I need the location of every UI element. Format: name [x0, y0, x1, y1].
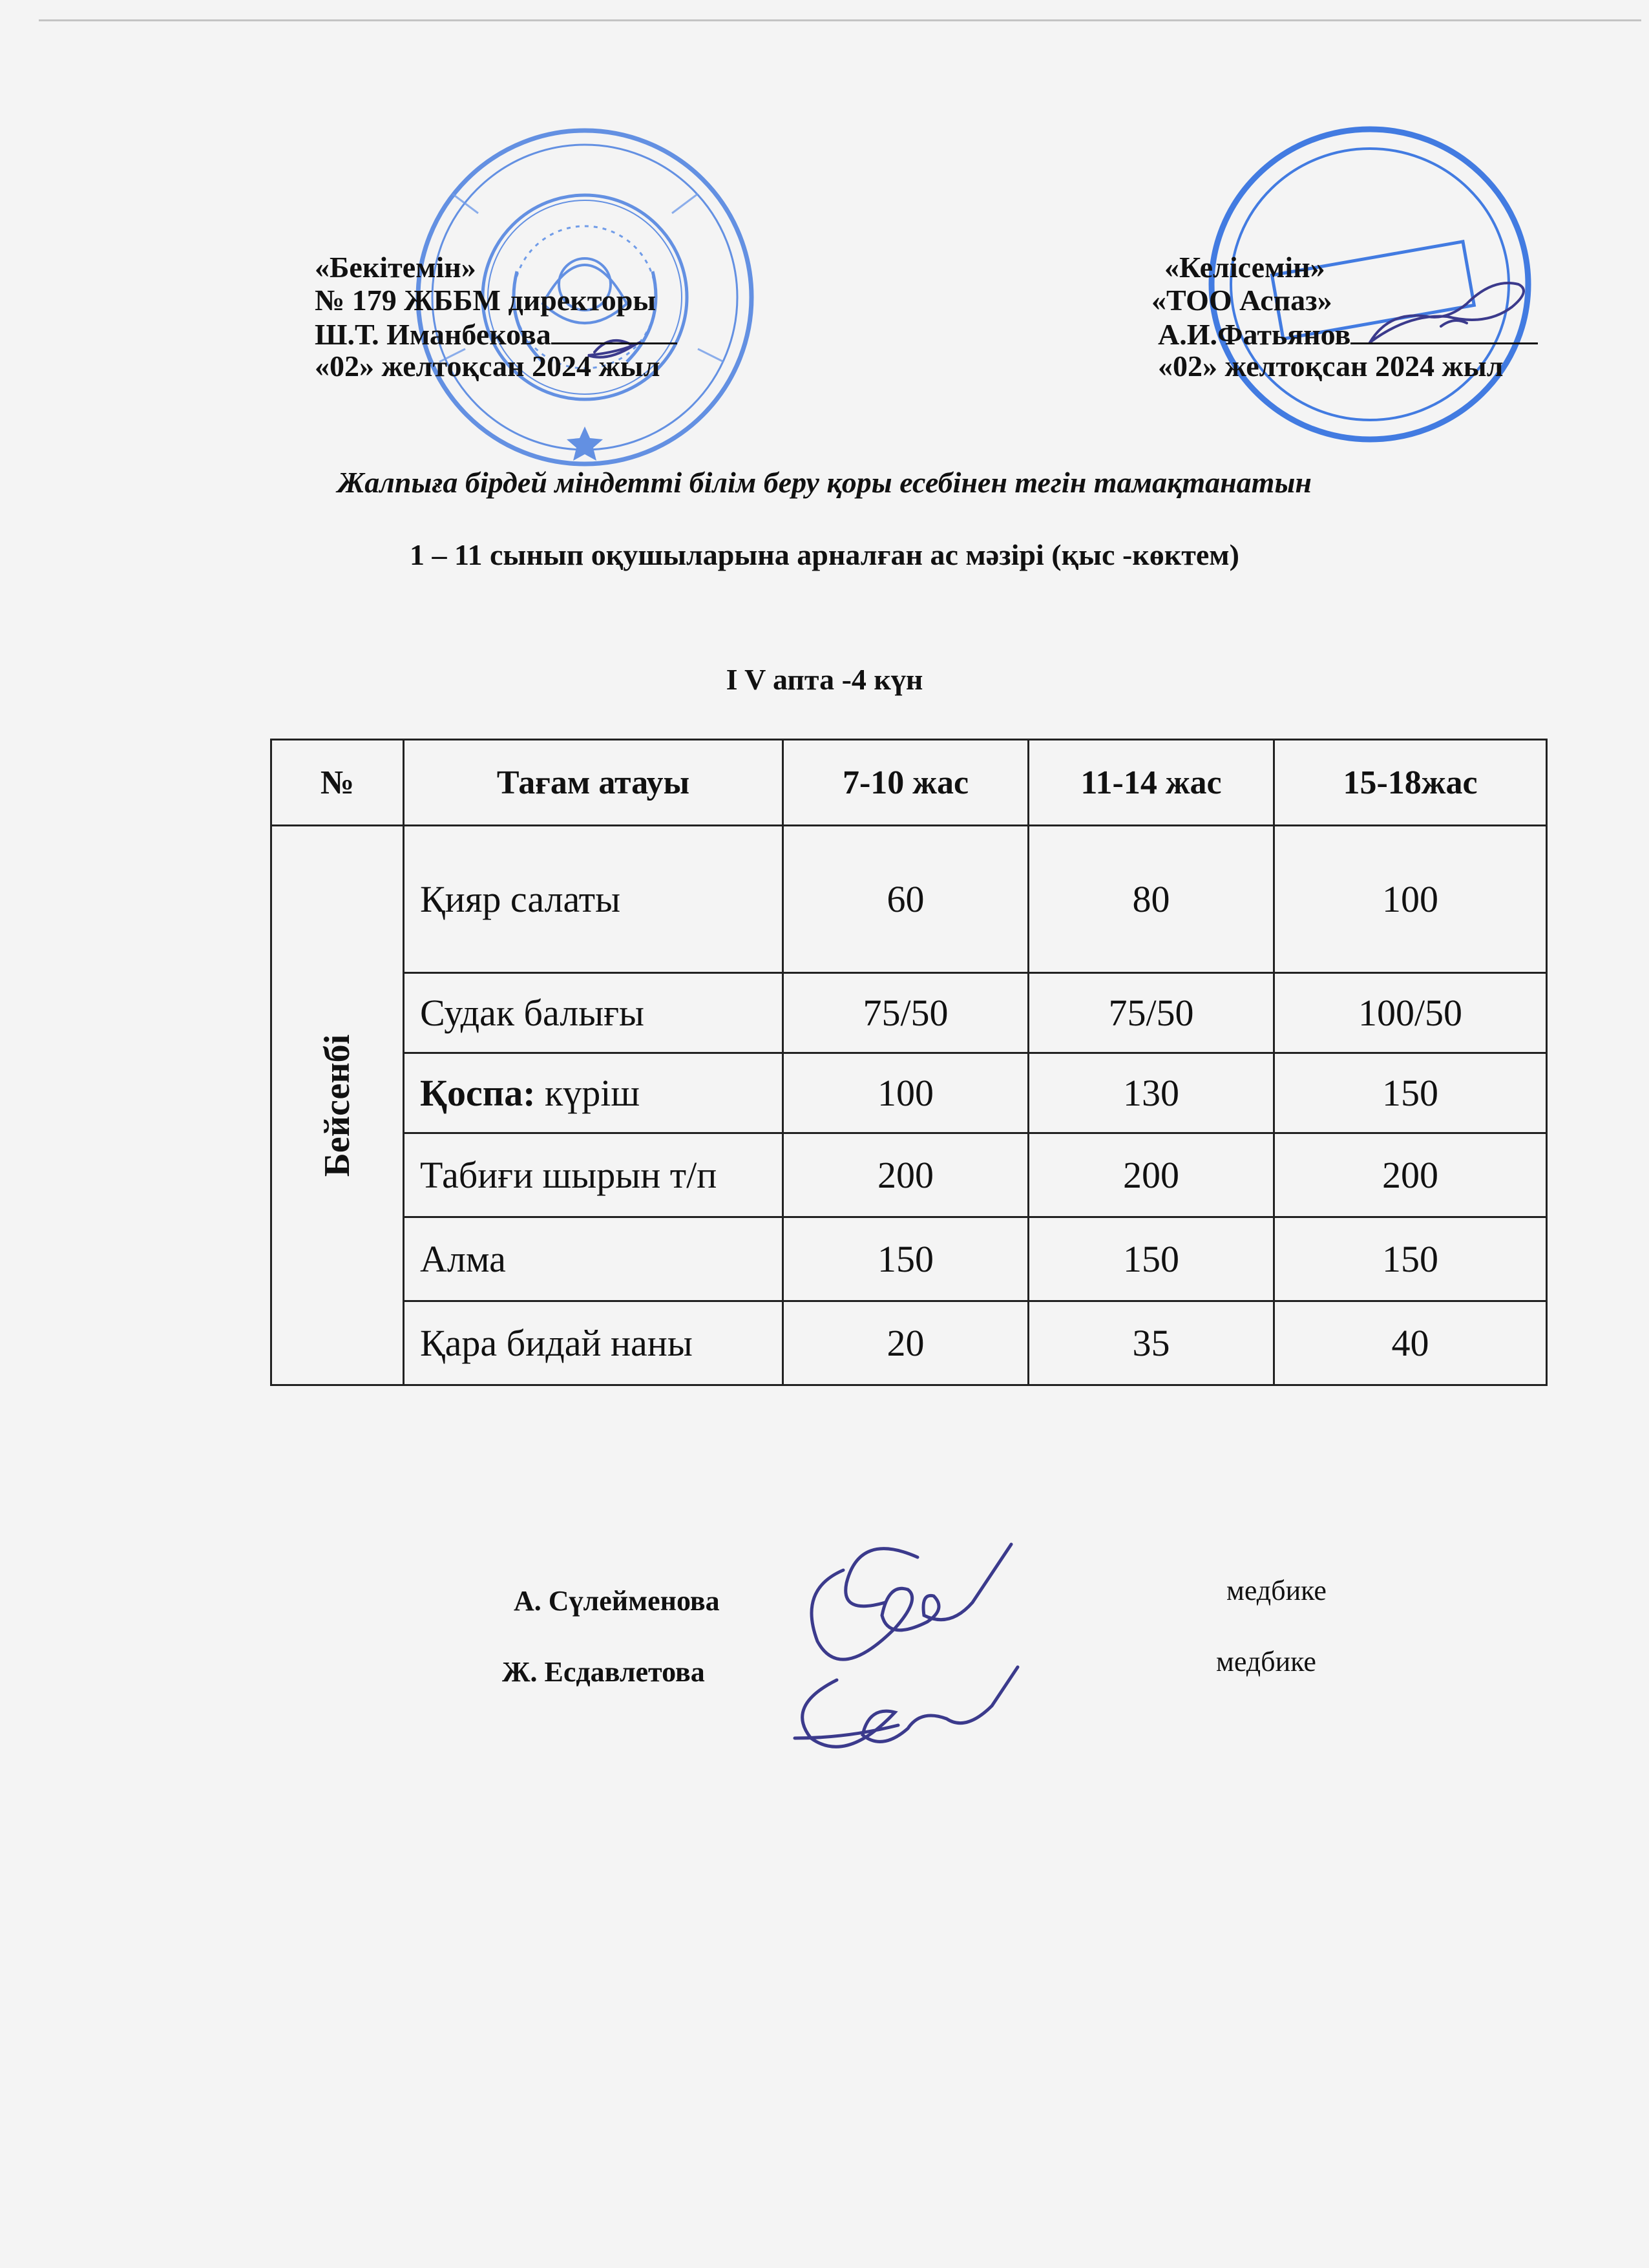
- col-header-age-11-14: 11-14 жас: [1029, 740, 1274, 826]
- portion-7-10: 60: [783, 826, 1029, 973]
- portion-11-14: 80: [1029, 826, 1274, 973]
- dish-name: Судак балығы: [404, 973, 783, 1053]
- table-header-row: [271, 740, 1547, 826]
- portion-7-10: 75/50: [783, 973, 1029, 1053]
- dish-name: Қара бидай наны: [404, 1301, 783, 1385]
- table-row: [271, 1301, 1547, 1385]
- table-row: [271, 1217, 1547, 1301]
- medic-role-1: медбике: [1226, 1575, 1327, 1606]
- table-row: [271, 973, 1547, 1053]
- agreement-label: «Келісемін»: [1164, 251, 1325, 284]
- approval-director-name: Ш.Т. Иманбекова: [315, 318, 551, 351]
- col-header-age-15-18: 15-18жас: [1274, 740, 1547, 826]
- portion-15-18: 100/50: [1274, 973, 1547, 1053]
- table-row: [271, 1133, 1547, 1217]
- week-day-label: I V апта -4 күн: [726, 663, 923, 696]
- portion-15-18: 150: [1274, 1053, 1547, 1133]
- medic-role-2: медбике: [1216, 1646, 1316, 1677]
- menu-table: [270, 739, 1548, 1386]
- portion-11-14: 200: [1029, 1133, 1274, 1217]
- menu-title-line1: Жалпыға бірдей міндетті білім беру қоры есебінен тегін тамақтанатын: [337, 466, 1312, 499]
- agreement-director: [1151, 317, 1538, 350]
- portion-11-14: 35: [1029, 1301, 1274, 1385]
- table-row: [271, 1053, 1547, 1133]
- medic-name-2: Ж. Есдавлетова: [502, 1656, 705, 1688]
- dish-name-text: күріш: [535, 1072, 640, 1114]
- portion-11-14: 150: [1029, 1217, 1274, 1301]
- portion-7-10: 200: [783, 1133, 1029, 1217]
- agreement-company: «ТОО Аспаз»: [1151, 284, 1332, 317]
- col-header-dish: Тағам атауы: [404, 740, 783, 826]
- agreement-date: «02» желтоқсан 2024 жыл: [1158, 350, 1504, 383]
- portion-15-18: 40: [1274, 1301, 1547, 1385]
- portion-11-14: 130: [1029, 1053, 1274, 1133]
- portion-15-18: 200: [1274, 1133, 1547, 1217]
- day-cell: [271, 826, 404, 1385]
- dish-name: Қияр салаты: [404, 826, 783, 973]
- portion-7-10: 150: [783, 1217, 1029, 1301]
- agreement-director-name: А.И.Фатьянов: [1158, 318, 1351, 351]
- approval-date: «02» желтоқсан 2024 жыл: [315, 350, 660, 383]
- col-header-number: №: [271, 740, 404, 826]
- col-header-age-7-10: 7-10 жас: [783, 740, 1029, 826]
- agreement-block: [1151, 251, 1538, 383]
- agreement-signature-line: [1350, 317, 1538, 344]
- dish-name: Табиғи шырын т/п: [404, 1133, 783, 1217]
- approval-director: [315, 317, 677, 350]
- dish-name: Алма: [404, 1217, 783, 1301]
- approval-label: «Бекітемін»: [315, 251, 476, 284]
- portion-7-10: 20: [783, 1301, 1029, 1385]
- approval-block: [315, 251, 677, 383]
- dish-name: [404, 1053, 783, 1133]
- day-label: Бейсенбі: [317, 1034, 357, 1177]
- medic-signatures: [795, 1544, 1018, 1747]
- portion-15-18: 100: [1274, 826, 1547, 973]
- table-row: [271, 826, 1547, 973]
- portion-11-14: 75/50: [1029, 973, 1274, 1053]
- approval-signature-line: [551, 317, 677, 344]
- portion-15-18: 150: [1274, 1217, 1547, 1301]
- portion-7-10: 100: [783, 1053, 1029, 1133]
- dish-prefix: Қоспа:: [420, 1072, 536, 1114]
- medic-name-1: А. Сүлейменова: [514, 1585, 720, 1617]
- approval-school: № 179 ЖББМ директоры: [315, 284, 656, 317]
- menu-title-line2: 1 – 11 сынып оқушыларына арналған ас мәзірі (қыс -көктем): [410, 538, 1239, 571]
